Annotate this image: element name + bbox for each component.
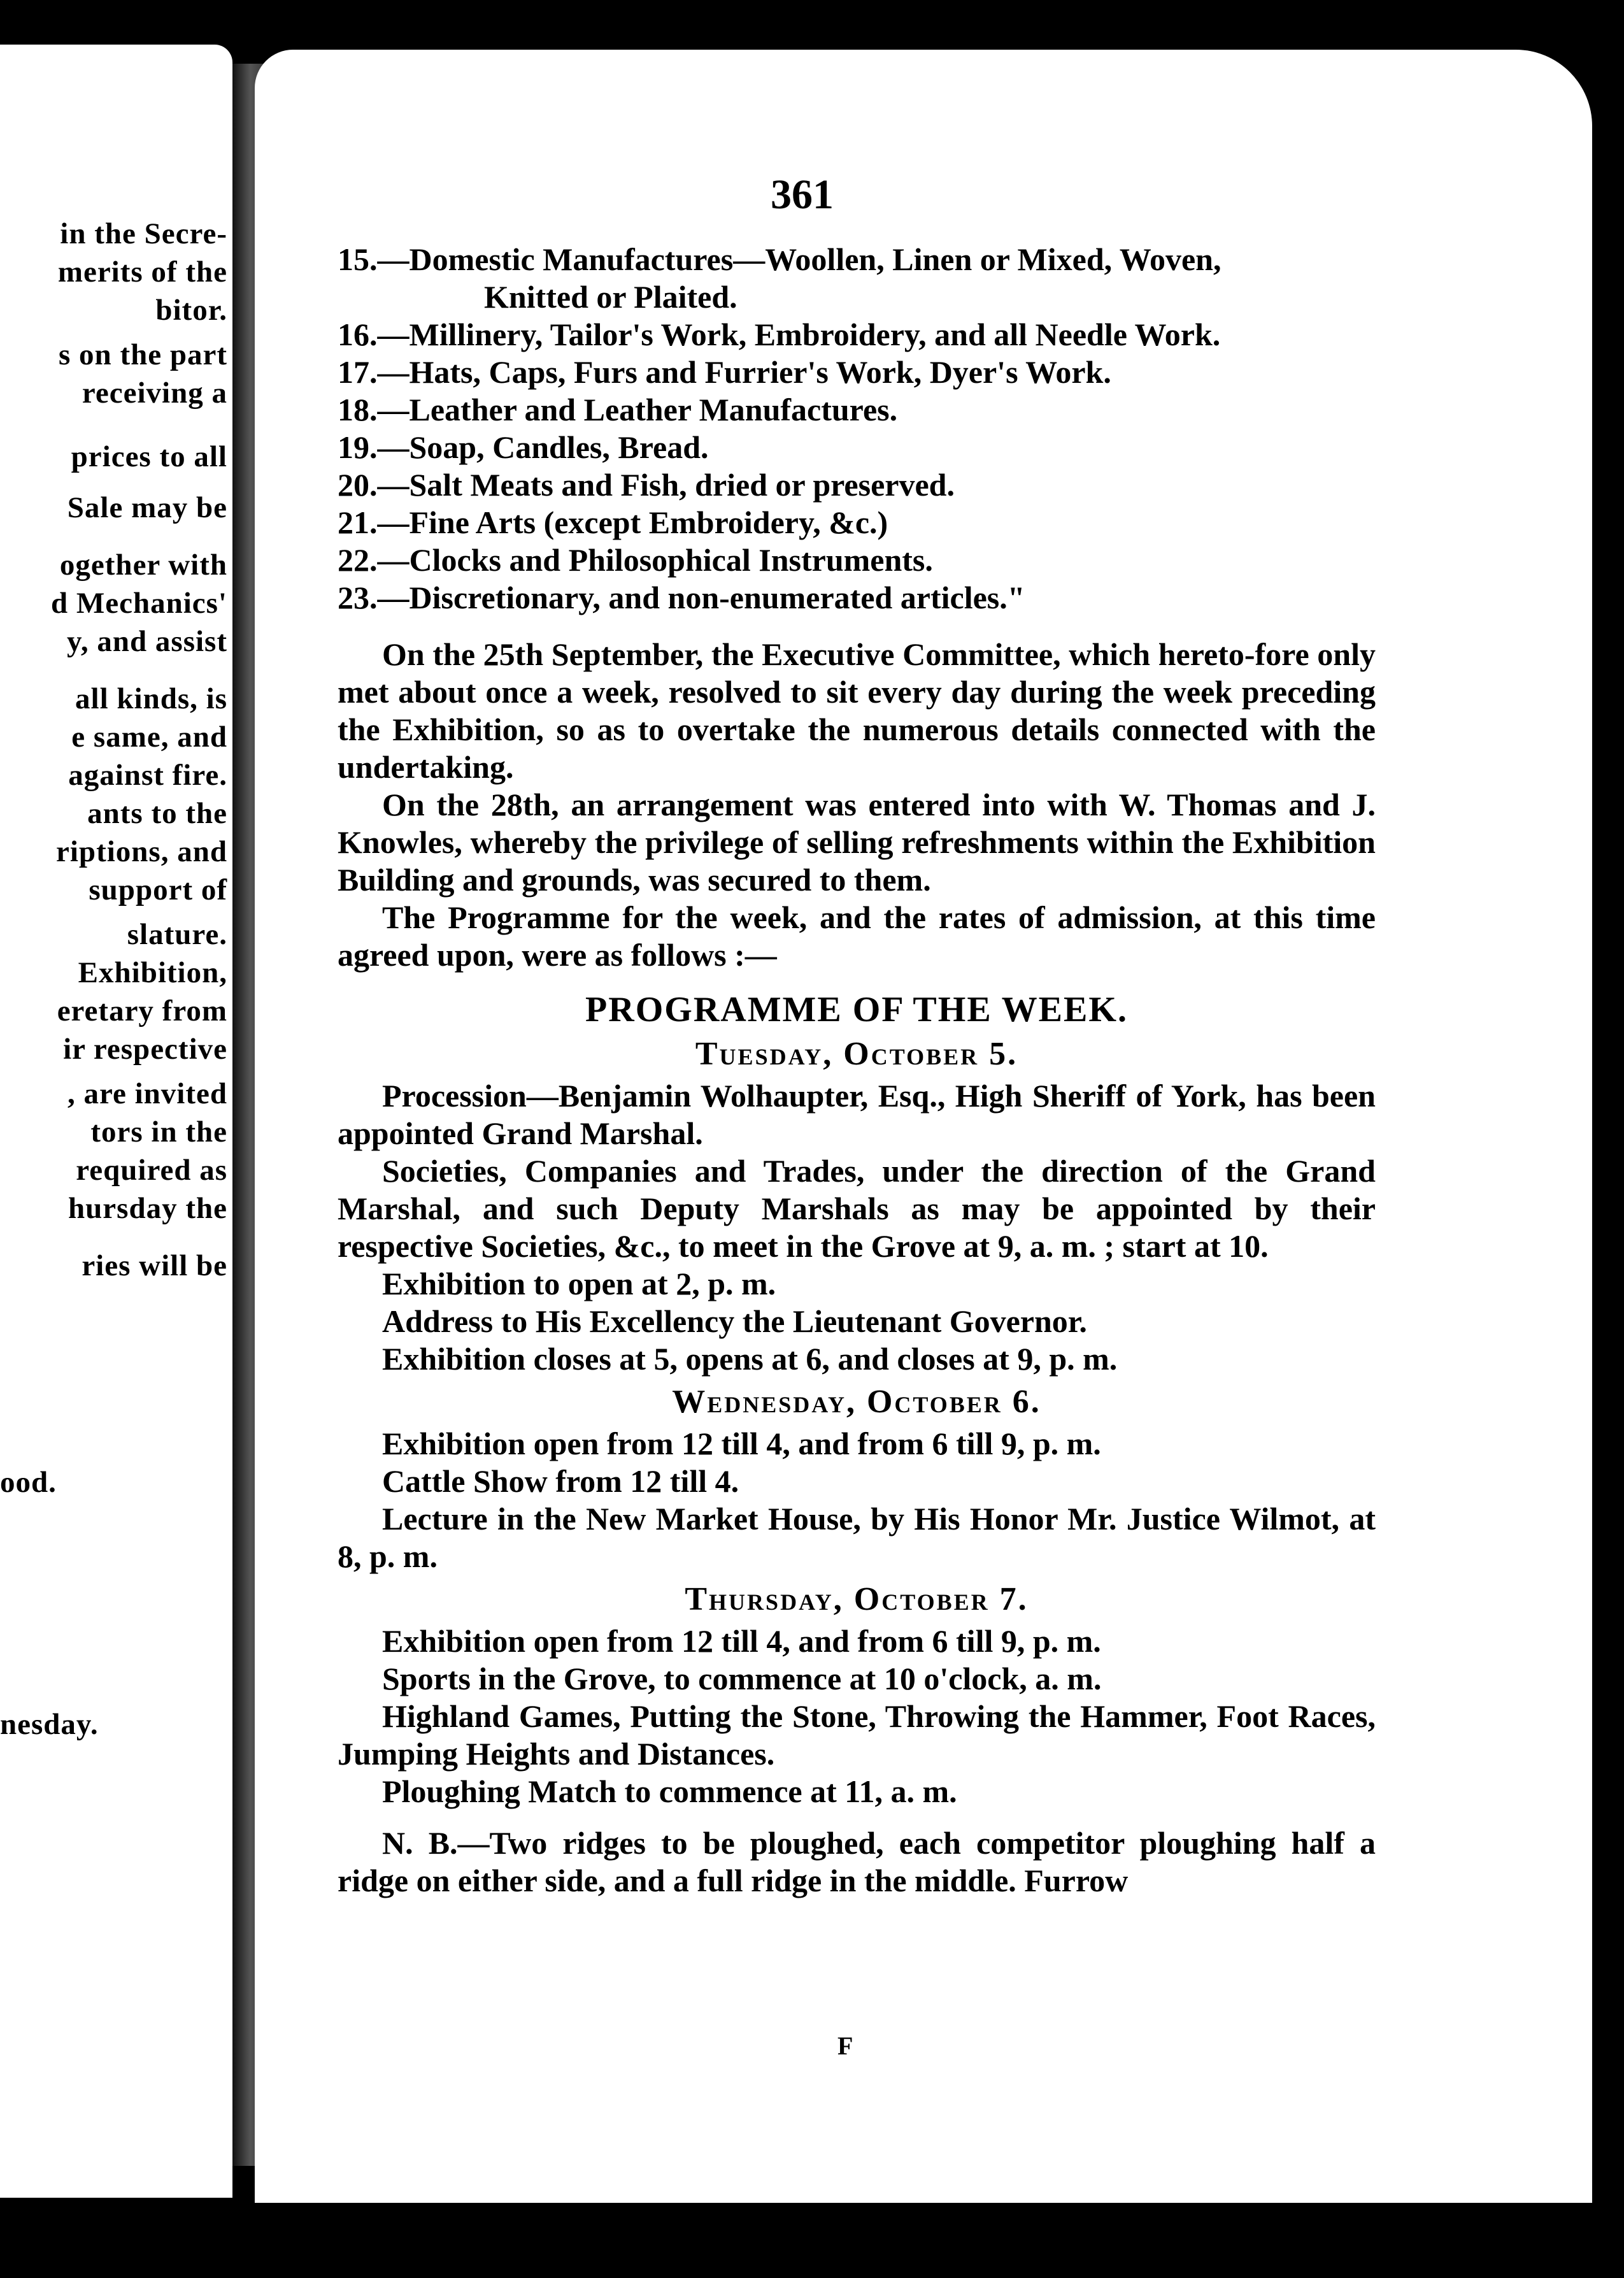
book-page xyxy=(255,50,1592,2203)
schedule-entry: Exhibition to open at 2, p. m. xyxy=(382,1266,776,1301)
left-page-line: e same, and xyxy=(71,720,227,754)
schedule-entry: Sports in the Grove, to commence at 10 o'clock, a. m. xyxy=(382,1661,1102,1696)
schedule-entry: Exhibition closes at 5, opens at 6, and closes at 9, p. m. xyxy=(382,1341,1118,1377)
item-continuation: Knitted or Plaited. xyxy=(484,279,737,315)
day-heading-wednesday: Wednesday, October 6. xyxy=(672,1384,1041,1420)
item-number: 16. xyxy=(338,317,378,352)
page-content xyxy=(338,241,1376,1900)
schedule-entry: Address to His Excellency the Lieutenant Governor. xyxy=(382,1303,1087,1339)
left-page-line: ants to the xyxy=(87,797,227,830)
item-text: —Salt Meats and Fish, dried or preserved. xyxy=(377,467,955,503)
left-page-line: , are invited xyxy=(67,1077,227,1110)
day-heading-tuesday: Tuesday, October 5. xyxy=(695,1036,1018,1072)
left-page-line: nesday. xyxy=(0,1708,99,1741)
list-item xyxy=(338,354,1376,391)
left-page-line: ries will be xyxy=(82,1249,227,1282)
left-page-line: against fire. xyxy=(68,759,227,792)
schedule-entry: Lecture in the New Market House, by His Honor Mr. Justice Wilmot, at 8, p. m. xyxy=(338,1501,1376,1574)
item-text: —Fine Arts (except Embroidery, &c.) xyxy=(377,505,888,540)
left-page-line: Exhibition, xyxy=(78,956,227,989)
schedule-entry: Cattle Show from 12 till 4. xyxy=(382,1463,739,1499)
left-page-line: in the Secre- xyxy=(60,217,227,250)
item-text: —Hats, Caps, Furs and Furrier's Work, Dyer's Work. xyxy=(377,354,1111,390)
schedule-entry: Highland Games, Putting the Stone, Throwing the Hammer, Foot Races, Jumping Heights and Distances. xyxy=(338,1698,1376,1772)
item-number: 20. xyxy=(338,467,378,503)
schedule-entry: Exhibition open from 12 till 4, and from 6 till 9, p. m. xyxy=(382,1623,1101,1659)
catchword: F xyxy=(837,2031,853,2060)
left-page-line: slature. xyxy=(127,918,227,951)
paragraph-refreshments: On the 28th, an arrangement was entered into with W. Thomas and J. Knowles, whereby the privilege of selling refreshments within the Exhibition Building and grounds, was secured to them. xyxy=(338,787,1376,898)
left-page-line: y, and assist xyxy=(66,625,227,658)
left-page-line: Sale may be xyxy=(67,491,227,524)
item-text: —Millinery, Tailor's Work, Embroidery, and all Needle Work. xyxy=(377,317,1221,352)
left-page-line: prices to all xyxy=(71,440,227,473)
category-list xyxy=(338,241,1376,617)
list-item xyxy=(338,466,1376,504)
left-page-line: hursday the xyxy=(68,1192,227,1225)
left-page-line: riptions, and xyxy=(56,835,227,868)
left-page-line: s on the part xyxy=(59,338,227,371)
left-page-line: support of xyxy=(89,873,227,906)
paragraph-programme-intro: The Programme for the week, and the rates of admission, at this time agreed upon, were as follows :— xyxy=(338,899,1376,973)
left-page-line: ir respective xyxy=(63,1033,227,1066)
schedule-entry: Ploughing Match to commence at 11, a. m. xyxy=(382,1773,957,1809)
left-page-line: bitor. xyxy=(155,294,227,327)
list-item xyxy=(338,429,1376,466)
item-number: 21. xyxy=(338,505,378,540)
item-number: 22. xyxy=(338,542,378,578)
item-text: —Discretionary, and non-enumerated articles." xyxy=(377,580,1025,615)
schedule-entry: Societies, Companies and Trades, under the direction of the Grand Marshal, and such Deputy Marshals as may be appointed by their respective Societies, &c., to meet in the Grove at 9, a. m. ; start at 10. xyxy=(338,1153,1376,1264)
item-text: —Clocks and Philosophical Instruments. xyxy=(377,542,933,578)
left-page-line: eretary from xyxy=(57,994,227,1028)
left-page-line: tors in the xyxy=(90,1115,227,1149)
programme-heading: PROGRAMME OF THE WEEK. xyxy=(585,990,1128,1029)
day-heading-thursday: Thursday, October 7. xyxy=(685,1581,1029,1617)
item-text: —Leather and Leather Manufactures. xyxy=(377,392,898,427)
paragraph-committee: On the 25th September, the Executive Committee, which hereto-fore only met about once a week, resolved to sit every day during the week preceding the Exhibition, so as to overtake the numerous details connected with the undertaking. xyxy=(338,636,1376,785)
left-page-line: all kinds, is xyxy=(75,682,227,715)
item-number: 23. xyxy=(338,580,378,615)
list-item xyxy=(338,579,1376,617)
item-number: 19. xyxy=(338,429,378,465)
schedule-entry: Exhibition open from 12 till 4, and from 6 till 9, p. m. xyxy=(382,1426,1101,1461)
item-number: 18. xyxy=(338,392,378,427)
schedule-entry: Procession—Benjamin Wolhaupter, Esq., High Sheriff of York, has been appointed Grand Marshal. xyxy=(338,1078,1376,1151)
page-number: 361 xyxy=(771,171,834,218)
list-item xyxy=(338,391,1376,429)
list-item xyxy=(338,541,1376,579)
previous-page-fragment xyxy=(0,45,232,2198)
left-page-line: ogether with xyxy=(59,548,227,582)
item-text: —Domestic Manufactures—Woollen, Linen or Mixed, Woven, xyxy=(377,241,1222,277)
left-page-line: d Mechanics' xyxy=(50,587,227,620)
left-page-line: ood. xyxy=(0,1466,57,1499)
list-item xyxy=(338,316,1376,354)
nota-bene: N. B.—Two ridges to be ploughed, each competitor ploughing half a ridge on either side, and a full ridge in the middle. Furrow xyxy=(338,1825,1376,1898)
item-number: 15. xyxy=(338,241,378,277)
left-page-line: required as xyxy=(76,1154,227,1187)
item-text: —Soap, Candles, Bread. xyxy=(377,429,709,465)
list-item xyxy=(338,504,1376,541)
left-page-line: merits of the xyxy=(57,255,227,289)
left-page-line: receiving a xyxy=(82,376,227,410)
list-item xyxy=(338,241,1376,316)
item-number: 17. xyxy=(338,354,378,390)
